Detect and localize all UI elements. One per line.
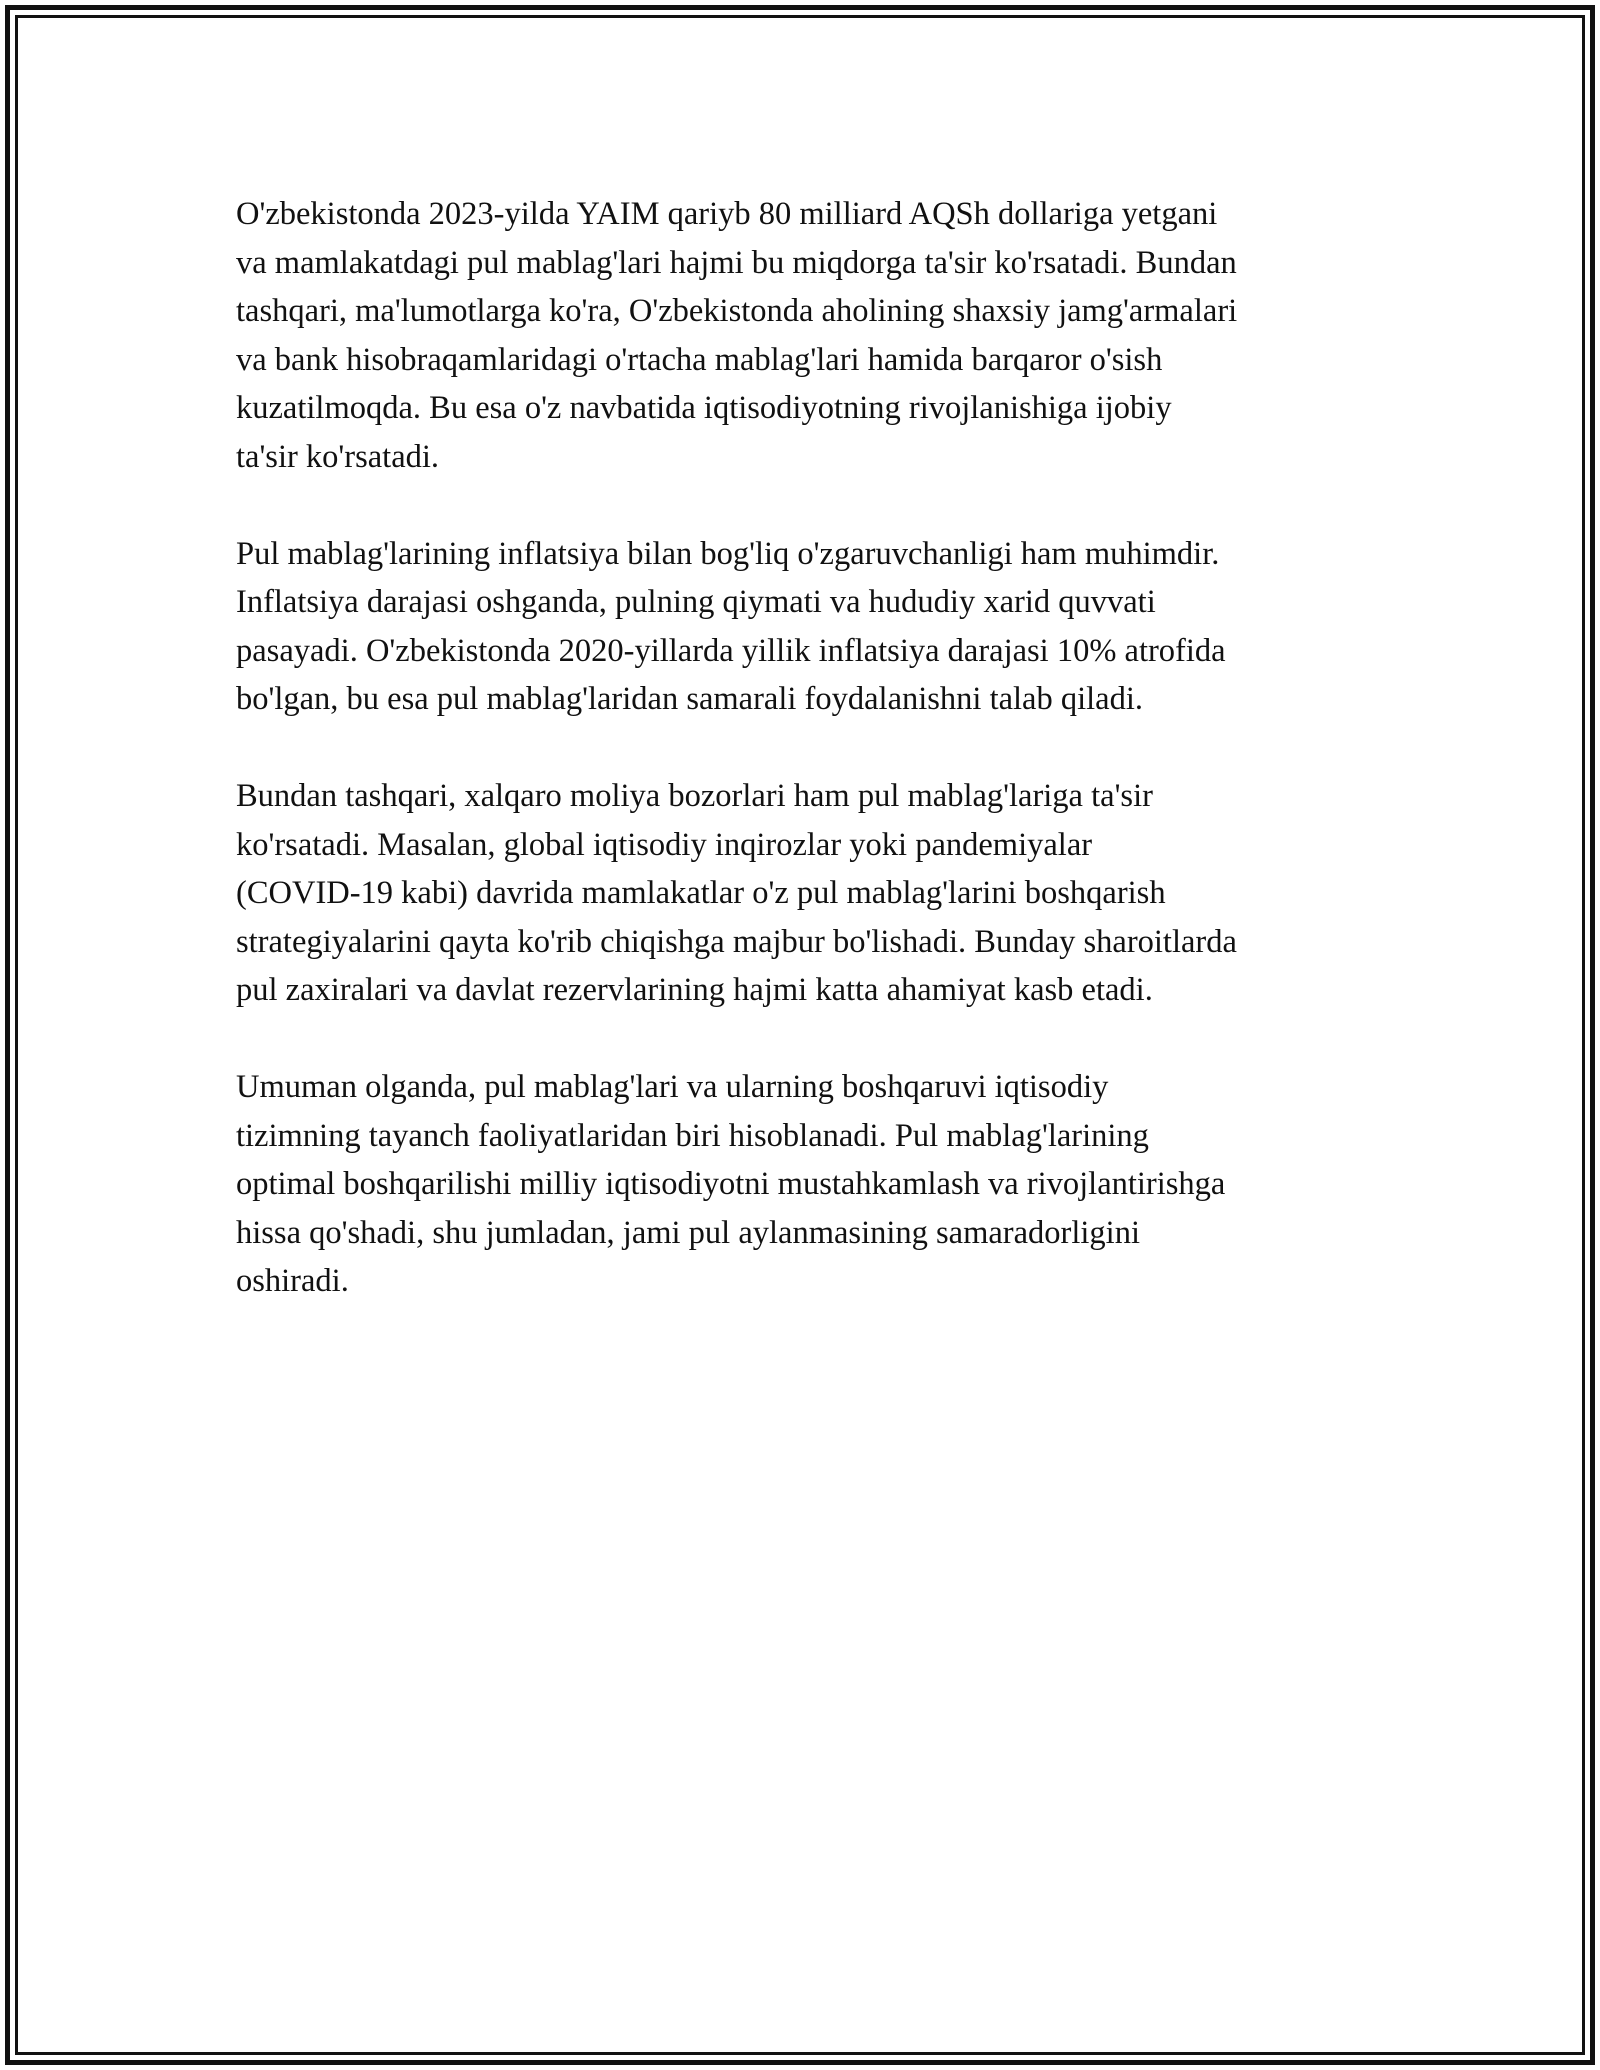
text-line: (COVID-19 kabi) davrida mamlakatlar o'z pul mablag'larini boshqarish bbox=[236, 875, 1166, 911]
text-line: pul zaxiralari va davlat rezervlarining hajmi katta ahamiyat kasb etadi. bbox=[236, 972, 1153, 1008]
text-line: ko'rsatadi. Masalan, global iqtisodiy inqirozlar yoki pandemiyalar bbox=[236, 826, 1093, 863]
paragraph-inflation bbox=[236, 530, 1396, 724]
text-line: bo'lgan, bu esa pul mablag'laridan samarali foydalanishni talab qiladi. bbox=[236, 681, 1144, 717]
text-line: Umuman olganda, pul mablag'lari va ularning boshqaruvi iqtisodiy bbox=[236, 1069, 1109, 1105]
text-line: kuzatilmoqda. Bu esa o'z navbatida iqtisodiyotning rivojlanishiga ijobiy bbox=[236, 390, 1172, 426]
text-line: pasayadi. O'zbekistonda 2020-yillarda yillik inflatsiya darajasi 10% atrofida bbox=[236, 632, 1226, 669]
text-line: optimal boshqarilishi milliy iqtisodiyotni mustahkamlash va rivojlantirishga bbox=[236, 1166, 1226, 1202]
text-line: Pul mablag'larining inflatsiya bilan bog'liq o'zgaruvchanligi ham muhimdir. bbox=[236, 535, 1220, 572]
text-line: O'zbekistonda 2023-yilda YAIM qariyb 80 milliard AQSh dollariga yetgani bbox=[236, 196, 1218, 232]
paragraph-global-markets bbox=[236, 772, 1396, 1015]
text-line: Inflatsiya darajasi oshganda, pulning qiymati va hududiy xarid quvvati bbox=[236, 584, 1156, 620]
text-line: oshiradi. bbox=[236, 1263, 349, 1299]
paragraph-conclusion bbox=[236, 1063, 1396, 1306]
text-line: strategiyalarini qayta ko'rib chiqishga majbur bo'lishadi. Bunday sharoitlarda bbox=[236, 923, 1237, 960]
document-body bbox=[236, 190, 1396, 1354]
text-line: tizimning tayanch faoliyatlaridan biri hisoblanadi. Pul mablag'larining bbox=[236, 1117, 1149, 1154]
text-line: va mamlakatdagi pul mablag'lari hajmi bu miqdorga ta'sir ko'rsatadi. Bundan bbox=[236, 244, 1237, 281]
text-line: ta'sir ko'rsatadi. bbox=[236, 438, 440, 475]
text-line: tashqari, ma'lumotlarga ko'ra, O'zbekistonda aholining shaxsiy jamg'armalari bbox=[236, 293, 1238, 329]
text-line: Bundan tashqari, xalqaro moliya bozorlari ham pul mablag'lariga ta'sir bbox=[236, 778, 1153, 814]
text-line: va bank hisobraqamlaridagi o'rtacha mablag'lari hamida barqaror o'sish bbox=[236, 341, 1163, 378]
paragraph-gdp bbox=[236, 190, 1396, 481]
text-line: hissa qo'shadi, shu jumladan, jami pul aylanmasining samaradorligini bbox=[236, 1214, 1140, 1251]
